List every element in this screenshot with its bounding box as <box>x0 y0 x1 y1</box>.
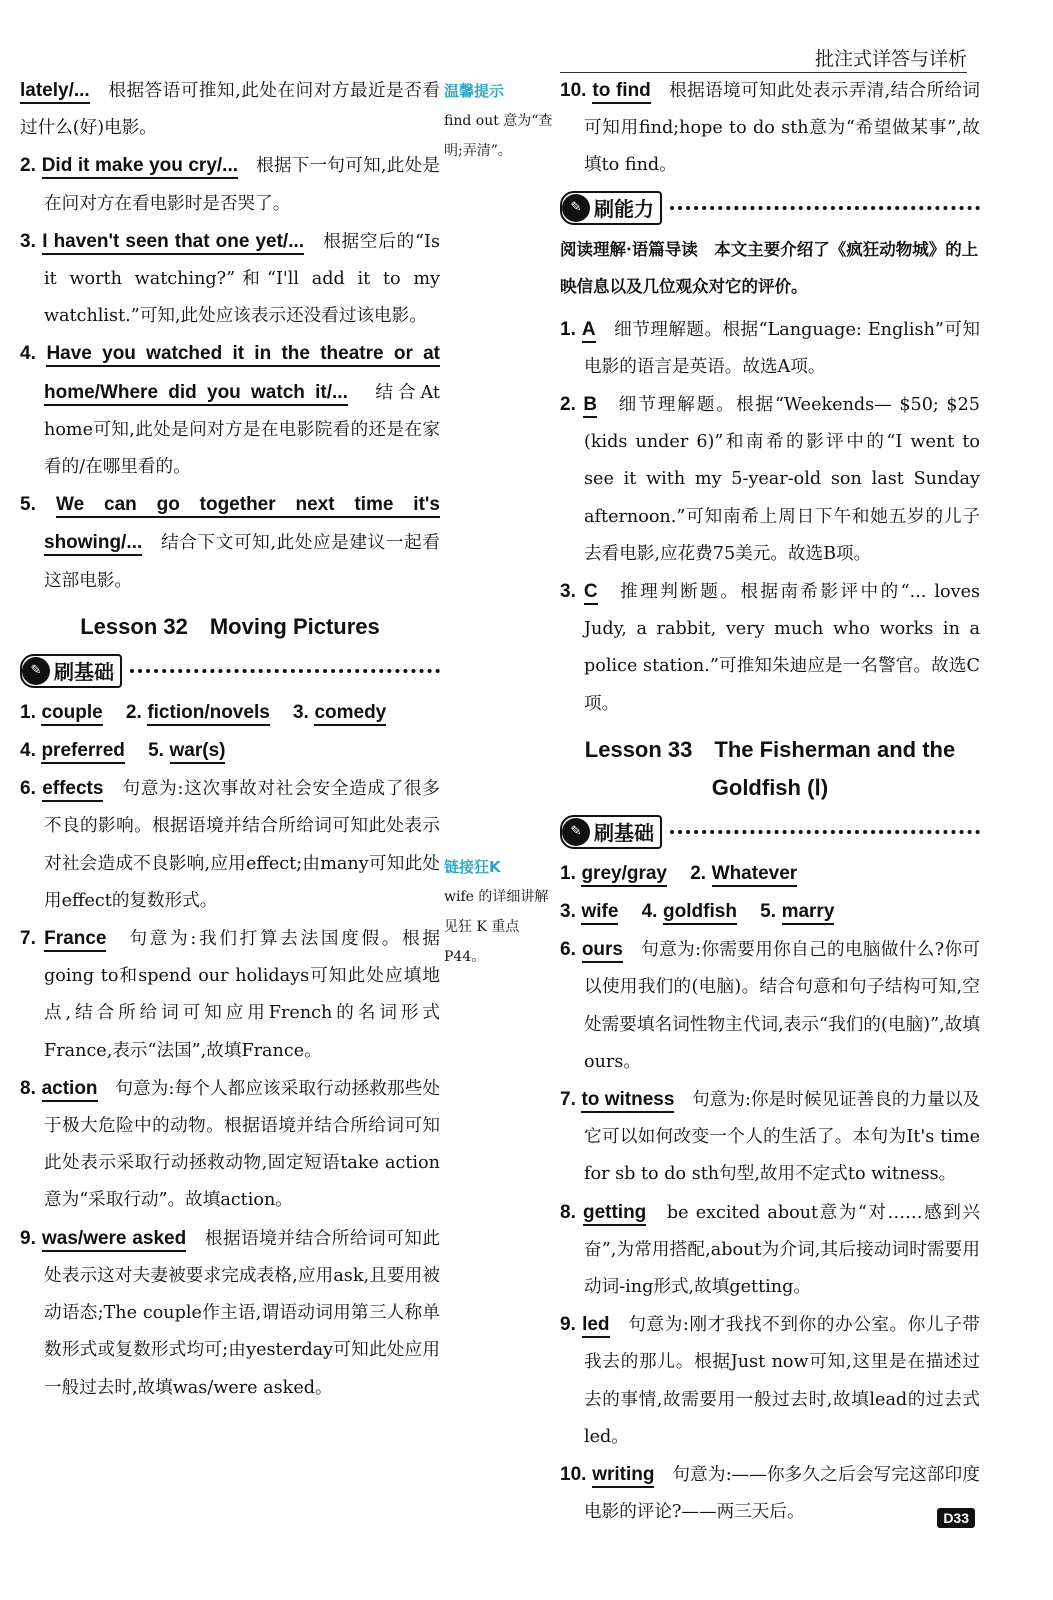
answer: was/were asked <box>42 1228 186 1252</box>
answer: comedy <box>314 702 386 726</box>
item-number: 3. <box>560 581 576 603</box>
explanation: be excited about意为“对……感到兴奋”,为常用搭配,about为介词,其后接动词时需要用动词-ing形式,故填getting。 <box>584 1202 980 1298</box>
answer-row-1 <box>560 855 980 893</box>
left-item-6 <box>20 770 440 920</box>
answer: ours <box>582 939 623 963</box>
item-number: 4. <box>20 740 36 762</box>
section-label: 刷基础 <box>594 821 654 846</box>
answer: to witness <box>581 1089 674 1113</box>
explanation: 句意为:每个人都应该采取行动拯救那些处于极大危险中的动物。根据语境并结合所给词可知此处表示采取行动拯救动物,固定短语take action意为“采取行动”。故填action。 <box>44 1078 440 1211</box>
right-item-10 <box>560 72 980 185</box>
reading-intro: 阅读理解·语篇导读 本文主要介绍了《疯狂动物城》的上映信息以及几位观众对它的评价。 <box>560 239 979 296</box>
answer: fiction/novels <box>147 702 269 726</box>
item-number: 8. <box>560 1201 576 1223</box>
explanation: 句意为:你是时候见证善良的力量以及它可以如何改变一个人的生活了。本句为It's time for sb to do sth句型,故用不定式to witness。 <box>584 1090 980 1185</box>
explanation: 句意为:我们打算去法国度假。根据going to和spend our holidays可知此处应填地点,结合所给词可知应用French的名词形式France,表示“法国”,故填France。 <box>44 929 440 1061</box>
left-item-8 <box>20 1070 440 1220</box>
right-item-8 <box>560 1194 980 1307</box>
left-item-7 <box>20 920 440 1070</box>
right-item-7 <box>560 1081 980 1194</box>
item-number: 5. <box>20 494 36 516</box>
item-number: 4. <box>20 343 36 365</box>
answer-row-2 <box>20 732 440 770</box>
answer: getting <box>583 1202 646 1226</box>
answer-row-2 <box>560 893 980 931</box>
answer: led <box>582 1314 609 1338</box>
side-note-title: 温馨提示 <box>444 82 505 100</box>
section-header-ability <box>560 187 980 229</box>
item-number: 1. <box>20 701 36 723</box>
item-number: 1. <box>560 862 576 884</box>
item-number: 9. <box>560 1314 576 1336</box>
explanation: 根据下一句可知,此处是在问对方在看电影时是否哭了。 <box>44 156 441 214</box>
dotted-rule <box>670 830 980 834</box>
right-item-9 <box>560 1306 980 1456</box>
page-number: D33 <box>937 1508 975 1528</box>
explanation: 细节理解题。根据“Language: English”可知电影的语言是英语。故选A项。 <box>584 319 980 377</box>
lesson-33-title: Lesson 33 The Fisherman and the Goldfish (Ⅰ) <box>584 736 956 800</box>
side-note-text: find out 意为“查明;弄清”。 <box>444 113 553 159</box>
section-badge <box>560 191 662 225</box>
section-badge <box>560 815 662 849</box>
section-header-basic-2 <box>560 811 980 853</box>
answer: to find <box>592 80 650 104</box>
left-item-3 <box>20 223 440 336</box>
item-number: 2. <box>690 862 707 884</box>
explanation: 根据语境可知此处表示弄清,结合所给词可知用find;hope to do sth意为“希望做某事”,故填to find。 <box>584 81 980 176</box>
answer: preferred <box>41 740 124 764</box>
section-label: 刷能力 <box>594 197 654 222</box>
left-column <box>20 72 440 1407</box>
answer: We can go together next time it's showing/... <box>44 494 440 556</box>
explanation: 根据语境并结合所给词可知此处表示这对夫妻被要求完成表格,应用ask,且要用被动语态;The couple作主语,谓语动词用第三人称单数形式或复数形式均可;由yesterday可知此处应用一般过去时,故填was/were asked。 <box>44 1228 440 1398</box>
item-number: 6. <box>20 778 36 800</box>
explanation: 结合下文可知,此处应是建议一起看这部电影。 <box>44 533 440 591</box>
choice-3 <box>560 573 980 723</box>
item-number: 10. <box>560 1464 587 1486</box>
explanation: 句意为:——你多久之后会写完这部印度电影的评论?——两三天后。 <box>584 1465 980 1523</box>
item-number: 2. <box>560 394 576 416</box>
item-number: 10. <box>560 80 587 101</box>
item-number: 8. <box>20 1077 36 1099</box>
section-badge <box>20 654 122 688</box>
item-number: 2. <box>125 701 142 723</box>
answer: effects <box>42 778 103 802</box>
answer: goldfish <box>663 901 737 925</box>
answer: Have you watched it in the theatre or at home/Where did you watch it/... <box>44 343 440 405</box>
explanation: 句意为:这次事故对社会安全造成了很多不良的影响。根据语境并结合所给词可知此处表示对社会造成不良影响,应用effect;由many可知此处用effect的复数形式。 <box>44 779 440 911</box>
explanation: 根据答语可推知,此处在问对方最近是否看过什么(好)电影。 <box>20 81 440 139</box>
answer: lately/... <box>20 80 90 104</box>
left-item-2 <box>20 147 440 222</box>
answer: writing <box>592 1464 654 1488</box>
explanation: 句意为:你需要用你自己的电脑做什么?你可以使用我们的(电脑)。结合句意和句子结构可知,空处需要填名词性物主代词,表示“我们的(电脑)”,故填ours。 <box>584 940 980 1072</box>
item-number: 9. <box>20 1227 36 1249</box>
right-column <box>560 72 980 1532</box>
explanation: 结合At home可知,此处是问对方是在电影院看的还是在家看的/在哪里看的。 <box>44 382 440 478</box>
left-item-1 <box>20 72 440 147</box>
dotted-rule <box>670 206 980 210</box>
side-note-tip <box>444 76 554 166</box>
pencil-icon: ✎ <box>562 194 590 222</box>
item-number: 1. <box>560 318 576 340</box>
explanation: 句意为:刚才我找不到你的办公室。你儿子带我去的那儿。根据Just now可知,这里是在描述过去的事情,故需要用一般过去时,故填lead的过去式led。 <box>584 1315 980 1447</box>
right-item-6 <box>560 931 980 1081</box>
explanation: 根据空后的“Is it worth watching?”和“I'll add it to my watchlist.”可知,此处应该表示还没看过该电影。 <box>44 231 441 327</box>
item-number: 3. <box>560 901 576 923</box>
answer: Did it make you cry/... <box>42 155 238 179</box>
left-item-4 <box>20 335 440 486</box>
answer: marry <box>782 901 835 925</box>
item-number: 2. <box>20 155 36 177</box>
item-number: 7. <box>20 928 36 950</box>
section-header-basic <box>20 650 440 692</box>
explanation: 细节理解题。根据“Weekends— $50; $25 (kids under 6)”和南希的影评中的“I went to see it with my 5-year-old son last Sunday afternoon.”可知南希上周日下午和她五岁的儿子去看电影,应花费75美元。故选B项。 <box>584 395 980 564</box>
item-number: 3. <box>292 701 309 723</box>
answer: war(s) <box>170 740 226 764</box>
answer: B <box>583 394 597 418</box>
side-note-link <box>444 852 554 972</box>
answer-row-1 <box>20 694 440 732</box>
item-number: 5. <box>148 740 164 762</box>
side-note-title: 链接狂K <box>444 858 501 876</box>
dotted-rule <box>130 669 440 673</box>
answer: wife <box>581 901 618 925</box>
item-number: 4. <box>641 901 658 923</box>
section-label: 刷基础 <box>54 660 114 685</box>
pencil-icon: ✎ <box>22 657 50 685</box>
answer: I haven't seen that one yet/... <box>42 231 304 255</box>
right-item-10b <box>560 1456 980 1531</box>
choice-1 <box>560 311 980 386</box>
answer: grey/gray <box>581 863 667 887</box>
left-item-5 <box>20 486 440 600</box>
item-number: 3. <box>20 230 36 252</box>
answer: France <box>44 928 106 952</box>
explanation: 推理判断题。根据南希影评中的“... loves Judy, a rabbit, very much who works in a police station.”可推知朱迪应是一名警官。故选C项。 <box>584 582 981 714</box>
answer: A <box>582 319 596 343</box>
side-note-text: wife 的详细讲解见狂 K 重点 P44。 <box>444 889 549 965</box>
answer: couple <box>41 702 102 726</box>
item-number: 7. <box>560 1089 576 1111</box>
answer: C <box>584 581 598 605</box>
item-number: 5. <box>760 901 776 923</box>
left-item-9 <box>20 1220 440 1407</box>
lesson-32-title: Lesson 32 Moving Pictures <box>80 613 380 639</box>
answer: action <box>42 1078 98 1102</box>
item-number: 6. <box>560 939 576 961</box>
answer: Whatever <box>712 863 798 887</box>
page-header-title: 批注式详答与详析 <box>814 48 967 70</box>
choice-2 <box>560 386 980 573</box>
pencil-icon: ✎ <box>562 818 590 846</box>
